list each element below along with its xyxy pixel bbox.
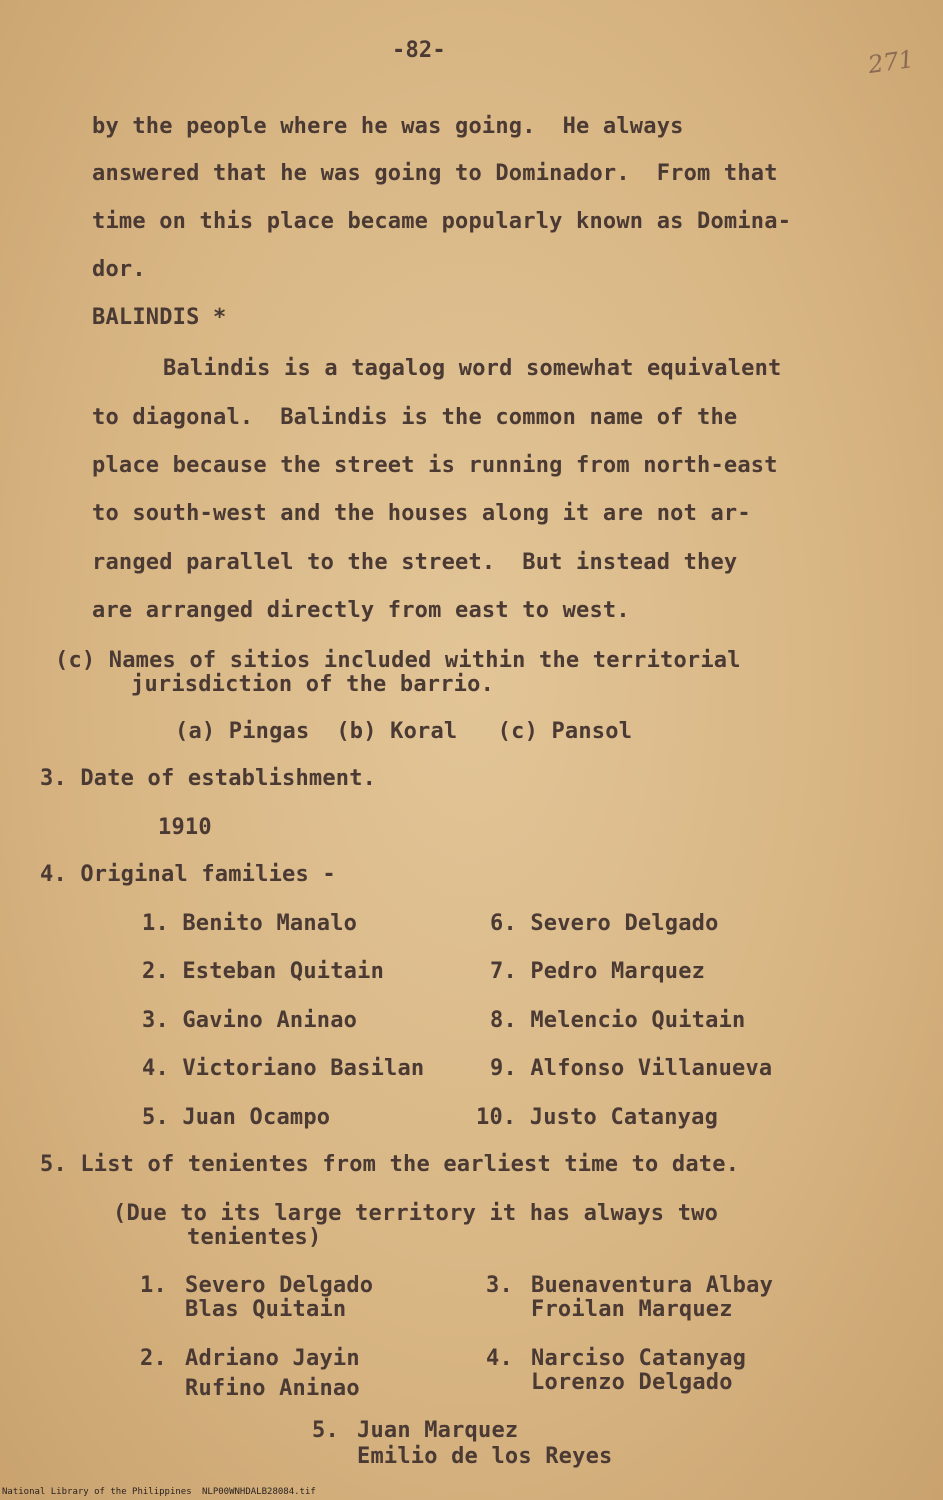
item-4-heading: 4. Original families - bbox=[40, 862, 336, 887]
teniente-name: Buenaventura Albay bbox=[531, 1273, 774, 1298]
family-item: 10. Justo Catanyag bbox=[476, 1105, 719, 1130]
paragraph-line: by the people where he was going. He always bbox=[92, 114, 684, 139]
paragraph-line: to south-west and the houses along it are not ar- bbox=[92, 501, 751, 526]
teniente-number: 2. bbox=[140, 1346, 167, 1371]
teniente-number: 1. bbox=[140, 1273, 167, 1298]
section-heading-balindis: BALINDIS * bbox=[92, 305, 227, 330]
teniente-name: Lorenzo Delgado bbox=[531, 1370, 733, 1395]
teniente-name: Severo Delgado bbox=[185, 1273, 374, 1298]
teniente-name: Emilio de los Reyes bbox=[357, 1444, 613, 1469]
tenientes-note-cont: tenientes) bbox=[187, 1225, 322, 1250]
family-item: 9. Alfonso Villanueva bbox=[490, 1056, 773, 1081]
tenientes-note: (Due to its large territory it has always two bbox=[113, 1201, 719, 1226]
family-item: 1. Benito Manalo bbox=[142, 911, 358, 936]
item-3-heading: 3. Date of establishment. bbox=[40, 766, 377, 791]
teniente-name: Froilan Marquez bbox=[531, 1297, 733, 1322]
paragraph-line: answered that he was going to Dominador. From that bbox=[92, 161, 778, 186]
paragraph-line: Balindis is a tagalog word somewhat equivalent bbox=[163, 356, 782, 381]
family-item: 4. Victoriano Basilan bbox=[142, 1056, 425, 1081]
teniente-number: 4. bbox=[486, 1346, 513, 1371]
footer-filename: NLP00WNHDALB28084.tif bbox=[202, 1487, 316, 1497]
teniente-name: Narciso Catanyag bbox=[531, 1346, 747, 1371]
teniente-name: Juan Marquez bbox=[357, 1418, 519, 1443]
family-item: 7. Pedro Marquez bbox=[490, 959, 706, 984]
family-item: 8. Melencio Quitain bbox=[490, 1008, 746, 1033]
family-item: 3. Gavino Aninao bbox=[142, 1008, 358, 1033]
teniente-name: Blas Quitain bbox=[185, 1297, 347, 1322]
paragraph-line: ranged parallel to the street. But instead they bbox=[92, 550, 738, 575]
paragraph-line: are arranged directly from east to west. bbox=[92, 598, 630, 623]
item-5-heading: 5. List of tenientes from the earliest time to date. bbox=[40, 1152, 740, 1177]
sitios-list: (a) Pingas (b) Koral (c) Pansol bbox=[175, 719, 633, 744]
teniente-number: 3. bbox=[486, 1273, 513, 1298]
paragraph-line: place because the street is running from north-east bbox=[92, 453, 778, 478]
page-number: -82- bbox=[392, 38, 446, 63]
paragraph-line: time on this place became popularly known as Domina- bbox=[92, 209, 792, 234]
footer-source: National Library of the Philippines bbox=[2, 1487, 192, 1497]
item-c-heading: (c) Names of sitios included within the territorial bbox=[55, 648, 741, 673]
paragraph-line: to diagonal. Balindis is the common name of the bbox=[92, 405, 738, 430]
family-item: 6. Severo Delgado bbox=[490, 911, 719, 936]
paragraph-line: dor. bbox=[92, 257, 146, 282]
item-c-heading-cont: jurisdiction of the barrio. bbox=[131, 672, 495, 697]
margin-annotation: 271 bbox=[866, 44, 916, 80]
family-item: 2. Esteban Quitain bbox=[142, 959, 385, 984]
family-item: 5. Juan Ocampo bbox=[142, 1105, 331, 1130]
teniente-number: 5. bbox=[312, 1418, 339, 1443]
teniente-name: Rufino Aninao bbox=[185, 1376, 360, 1401]
establishment-year: 1910 bbox=[158, 815, 212, 840]
teniente-name: Adriano Jayin bbox=[185, 1346, 360, 1371]
